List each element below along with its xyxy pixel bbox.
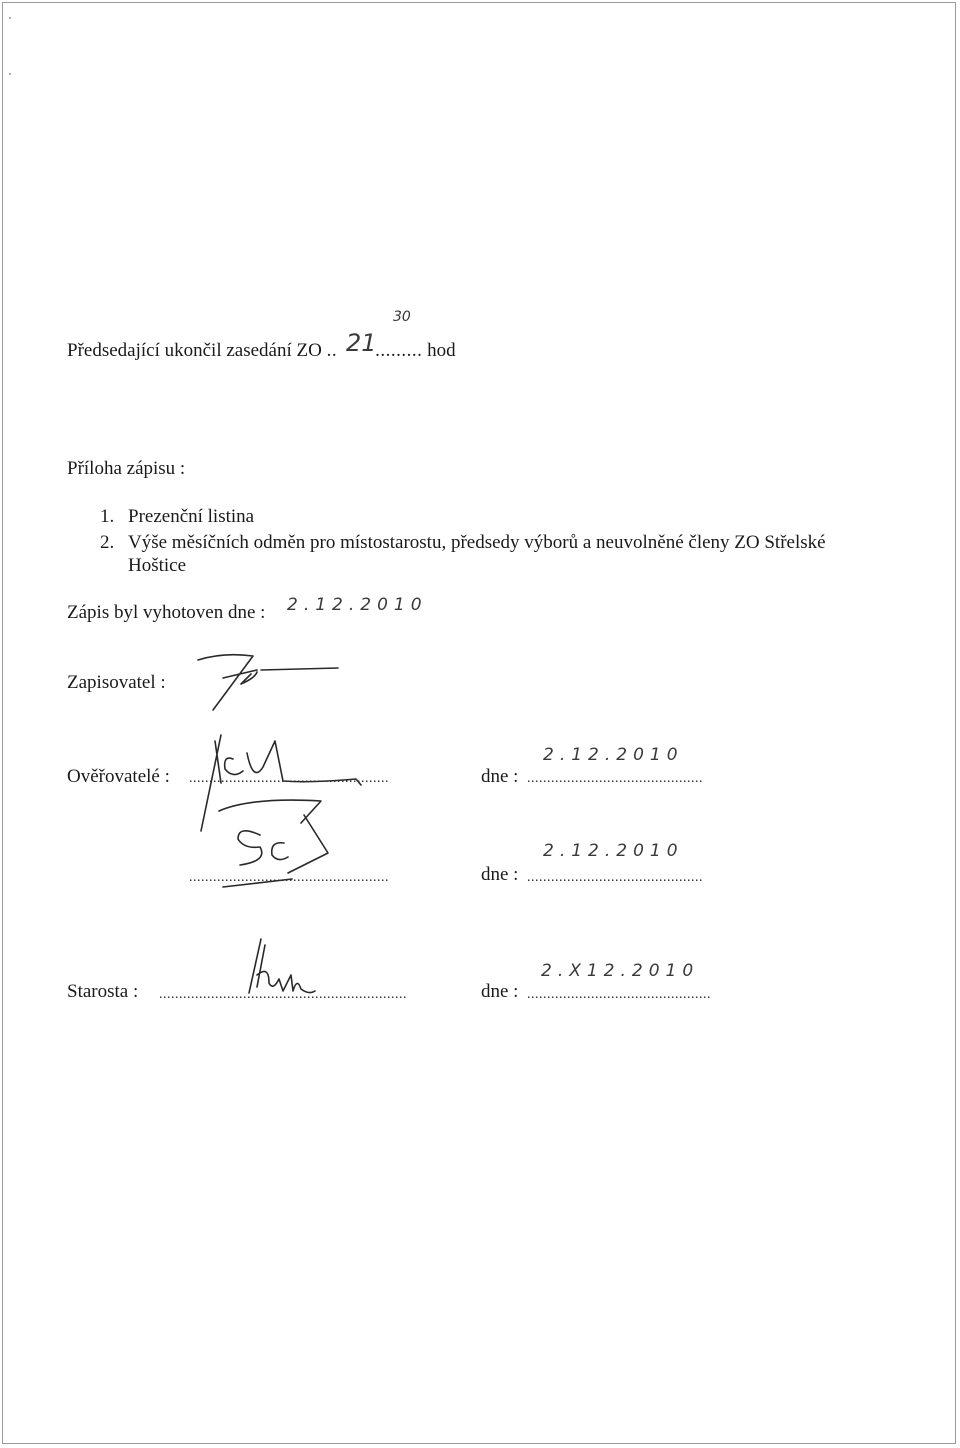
verifier-2-signature — [218, 803, 348, 893]
verifier-1-dne-line: ............................................ — [527, 771, 703, 786]
scan-speck — [9, 17, 11, 19]
closing-line — [67, 340, 456, 362]
attachment-item-2-num: 2. — [100, 532, 115, 553]
handwritten-hour: 21 — [346, 329, 377, 357]
closing-suffix: hod — [427, 340, 456, 361]
verifier-2-dne-line: ............................................ — [527, 870, 703, 885]
attachment-item-2-text: Výše měsíčních odměn pro místostarostu, předsedy výborů a neuvolněné členy ZO Střelské — [128, 532, 826, 553]
scan-speck — [9, 73, 11, 75]
mayor-label: Starosta : — [67, 981, 139, 1002]
mayor-line: .............................................................. — [159, 987, 407, 1002]
verifier-1-hand-date: 2.12.2010 — [543, 745, 684, 765]
mayor-signature — [239, 935, 329, 999]
recorder-label: Zapisovatel : — [67, 672, 166, 693]
attachment-item-2-text-cont: Hoštice — [128, 555, 187, 576]
mayor-dne: dne : — [481, 981, 519, 1002]
created-hand-date: 2.12.2010 — [287, 595, 428, 615]
attachment-heading: Příloha zápisu : — [67, 458, 186, 479]
mayor-dne-line: .............................................. — [527, 987, 711, 1002]
document-page — [2, 2, 956, 1444]
closing-dots-right: ......... — [375, 340, 423, 361]
verifiers-label: Ověřovatelé : — [67, 766, 170, 787]
verifier-1-dne: dne : — [481, 766, 519, 787]
verifier-1-line: .................................................. — [189, 771, 389, 786]
attachment-item-1-num: 1. — [100, 506, 115, 527]
closing-prefix: Předsedající ukončil zasedání ZO — [67, 340, 322, 361]
closing-dots-left: .. — [326, 340, 338, 361]
verifier-2-dne: dne : — [481, 864, 519, 885]
handwritten-minutes: 30 — [393, 309, 411, 325]
created-label: Zápis byl vyhotoven dne : — [67, 602, 266, 623]
mayor-hand-date: 2.X12.2010 — [541, 961, 700, 981]
verifier-2-hand-date: 2.12.2010 — [543, 841, 684, 861]
recorder-signature — [193, 648, 343, 718]
verifier-2-line: .................................................. — [189, 870, 389, 885]
attachment-item-1-text: Prezenční listina — [128, 506, 255, 527]
